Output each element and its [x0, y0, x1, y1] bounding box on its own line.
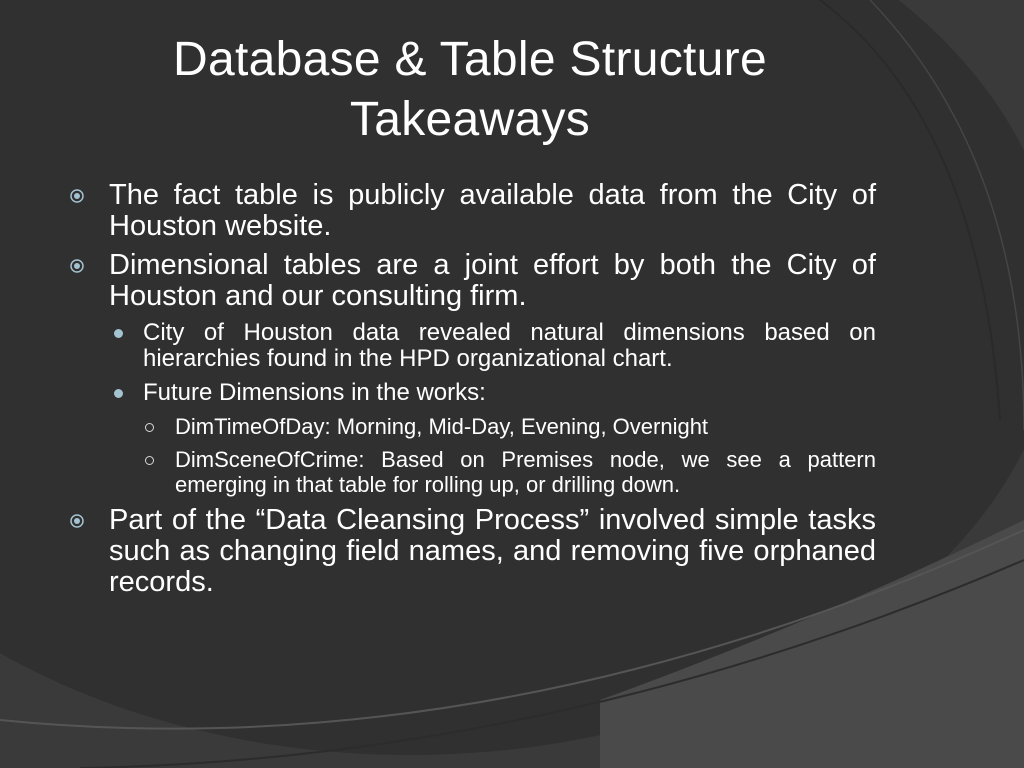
bullet-item-dimensional-tables — [68, 250, 876, 312]
hollow-circle-icon — [145, 423, 154, 432]
circled-dot-icon — [70, 514, 84, 528]
bullet-text: Part of the “Data Cleansing Process” involved simple tasks such as changing field names, and removing five orphaned records. — [109, 504, 876, 598]
bullet-text: City of Houston data revealed natural dimensions based on hierarchies found in the HPD organizational chart. — [143, 319, 876, 372]
filled-circle-icon — [114, 389, 123, 398]
bullet-text: The fact table is publicly available data from the City of Houston website. — [109, 179, 876, 242]
bullet-text: Dimensional tables are a joint effort by both the City of Houston and our consulting firm. — [109, 249, 876, 312]
circled-dot-icon — [70, 189, 84, 203]
slide-title-line-2: Takeaways — [349, 93, 591, 146]
bullet-item-dim-scene-of-crime — [68, 447, 876, 497]
hollow-circle-icon — [145, 456, 154, 465]
circled-dot-icon — [70, 259, 84, 273]
filled-circle-icon — [114, 329, 123, 338]
bullet-item-data-cleansing — [68, 505, 876, 598]
bullet-item-natural-dimensions — [68, 320, 876, 372]
bullet-text: Future Dimensions in the works: — [143, 379, 486, 406]
bullet-text: DimTimeOfDay: Morning, Mid-Day, Evening, Overnight — [175, 414, 709, 439]
slide-body — [68, 180, 876, 606]
bullet-text: DimSceneOfCrime: Based on Premises node, we see a pattern emerging in that table for rolling up, or drilling down. — [175, 447, 876, 497]
bullet-item-future-dimensions — [68, 380, 876, 406]
bullet-item-fact-table — [68, 180, 876, 242]
slide-title-line-1: Database & Table Structure — [173, 33, 767, 86]
slide-title — [60, 30, 880, 150]
bullet-item-dim-time-of-day — [68, 414, 876, 439]
